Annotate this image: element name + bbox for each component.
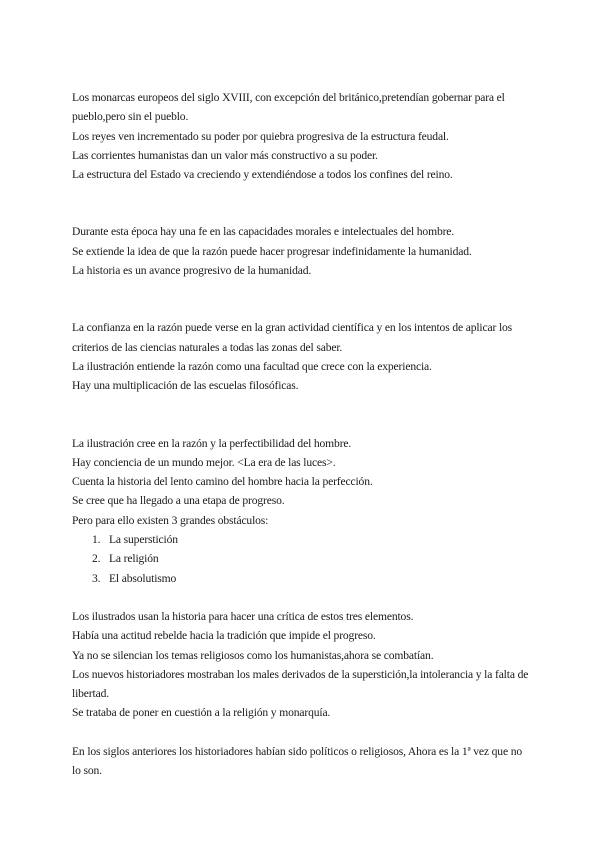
paragraph-historians: [72, 742, 534, 781]
list-item: [92, 530, 534, 549]
text-line: Se cree que ha llegado a una etapa de progreso.: [72, 494, 285, 508]
paragraph-enlightenment: [72, 434, 534, 588]
text-line: La ilustración entiende la razón como una facultad que crece con la experiencia.: [72, 359, 432, 373]
list-item: [92, 549, 534, 568]
paragraph-critique: [72, 607, 534, 723]
paragraph-spacer: [72, 184, 534, 222]
text-line: Hay una multiplicación de las escuelas filosóficas.: [72, 379, 299, 393]
paragraph-spacer: [72, 588, 534, 607]
text-line: Había una actitud rebelde hacia la tradición que impide el progreso.: [72, 629, 376, 643]
paragraph-spacer: [72, 723, 534, 742]
list-item-text: El absolutismo: [109, 571, 177, 585]
text-line: pueblo,pero sin el pueblo.: [72, 110, 189, 124]
obstacles-list: [72, 530, 534, 588]
text-line: La ilustración cree en la razón y la perfectibilidad del hombre.: [72, 436, 352, 450]
paragraph-faith-in-reason: [72, 222, 534, 280]
text-line: La estructura del Estado va creciendo y extendiéndose a todos los confines del reino.: [72, 168, 453, 182]
text-line: Los monarcas europeos del siglo XVIII, con excepción del británico,pretendían gobernar para el: [72, 91, 505, 104]
text-line: Los reyes ven incrementado su poder por quiebra progresiva de la estructura feudal.: [72, 129, 449, 143]
text-line: Durante esta época hay una fe en las capacidades morales e intelectuales del hombre.: [72, 225, 455, 239]
text-line: Hay conciencia de un mundo mejor. <La era de las luces>.: [72, 455, 336, 469]
paragraph-monarchs: [72, 88, 534, 184]
list-item: [92, 569, 534, 588]
list-item-text: La superstición: [109, 533, 178, 547]
text-line: Ya no se silencian los temas religiosos como los humanistas,ahora se combatían.: [72, 648, 434, 662]
list-number: 1.: [92, 533, 101, 547]
text-line: La historia es un avance progresivo de la humanidad.: [72, 264, 312, 278]
paragraph-spacer: [72, 396, 534, 434]
list-number: 2.: [92, 552, 101, 566]
text-line: Se extiende la idea de que la razón puede hacer progresar indefinidamente la humanidad.: [72, 244, 472, 258]
text-line: Cuenta la historia del lento camino del hombre hacia la perfección.: [72, 475, 373, 489]
text-line: Las corrientes humanistas dan un valor más constructivo a su poder.: [72, 148, 378, 162]
text-line: Se trataba de poner en cuestión a la religión y monarquía.: [72, 706, 331, 720]
text-line: Los ilustrados usan la historia para hacer una crítica de estos tres elementos.: [72, 609, 414, 623]
text-line: criterios de las ciencias naturales a todas las zonas del saber.: [72, 340, 343, 354]
text-line: La confianza en la razón puede verse en la gran actividad científica y en los intentos de aplicar los: [72, 321, 513, 335]
text-line: libertad.: [72, 687, 109, 701]
list-number: 3.: [92, 571, 101, 585]
text-line: Los nuevos historiadores mostraban los males derivados de la superstición,la intolerancia y la falta de: [72, 667, 529, 681]
text-line: Pero para ello existen 3 grandes obstáculos:: [72, 513, 269, 527]
text-line: En los siglos anteriores los historiadores habían sido políticos o religiosos, Ahora es la 1ª vez que no: [72, 744, 522, 758]
list-item-text: La religión: [109, 552, 159, 566]
paragraph-scientific-activity: [72, 318, 534, 395]
paragraph-spacer: [72, 280, 534, 318]
document-body: [72, 88, 534, 780]
text-line: lo son.: [72, 764, 102, 778]
